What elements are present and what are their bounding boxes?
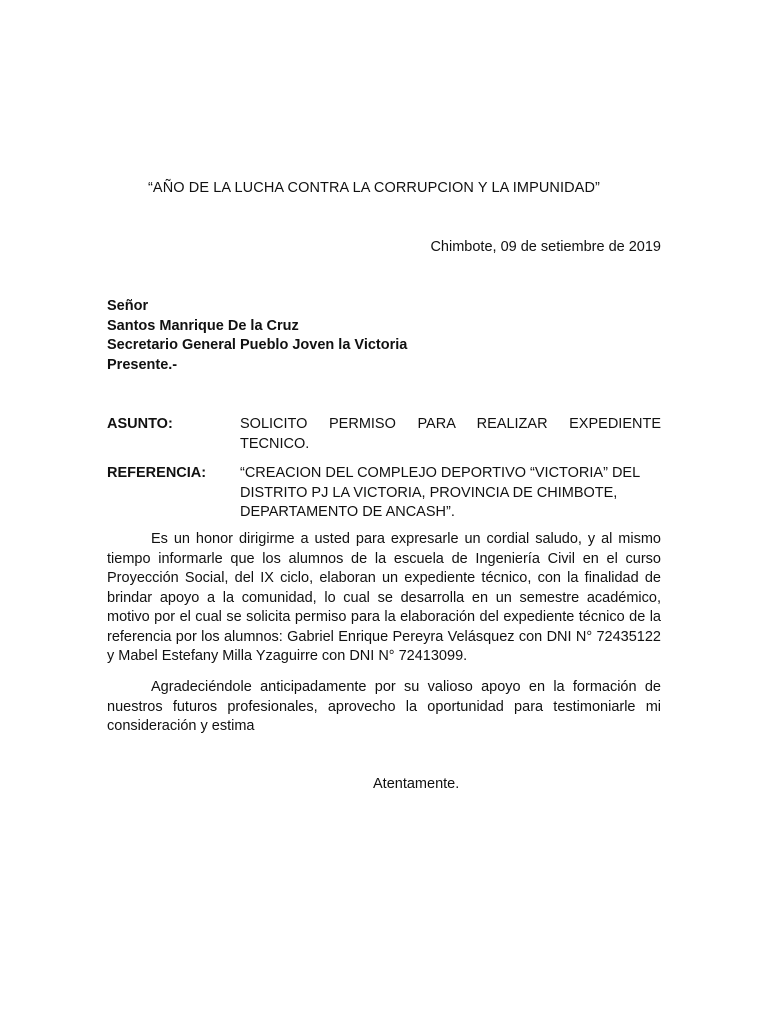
subject-value bbox=[240, 415, 661, 454]
body-paragraph-2 bbox=[107, 678, 661, 737]
reference-label: REFERENCIA: bbox=[107, 465, 207, 481]
reference-value bbox=[240, 464, 661, 523]
subject-row bbox=[107, 415, 661, 454]
recipient-position: Secretario General Pueblo Joven la Victoria bbox=[107, 337, 408, 353]
subject-line-2: TECNICO. bbox=[240, 435, 310, 452]
body-paragraph-1-text: Es un honor dirigirme a usted para expresarle un cordial saludo, y al mismo tiempo informarle que los alumnos de la escuela de Ingeniería Civil en el curso Proyección Social, del IX ciclo, elaboran un expediente técnico, con la finalidad de brindar apoyo a la comunidad, lo cual se desarrolla en un semestre académico, motivo por el cual se solicita permiso para la elaboración del expediente técnico de la referencia por los alumnos: Gabriel Enrique Pereyra Velásquez con DNI N° 72435122 y Mabel Estefany Milla Yzaguirre con DNI N° 72413099. bbox=[107, 531, 661, 664]
subject-line-1: SOLICITO PERMISO PARA REALIZAR EXPEDIENTE bbox=[240, 416, 661, 432]
year-motto: “AÑO DE LA LUCHA CONTRA LA CORRUPCION Y LA IMPUNIDAD” bbox=[148, 180, 600, 196]
reference-line-2: DISTRITO PJ LA VICTORIA, PROVINCIA DE CHIMBOTE, bbox=[240, 484, 618, 501]
reference-line-3: DEPARTAMENTO DE ANCASH”. bbox=[240, 504, 455, 520]
closing-text: Atentamente. bbox=[373, 776, 460, 792]
recipient-name: Santos Manrique De la Cruz bbox=[107, 317, 299, 334]
recipient-salutation: Señor bbox=[107, 298, 149, 314]
recipient-presente: Presente.- bbox=[107, 356, 178, 373]
reference-row bbox=[107, 464, 661, 523]
body-paragraph-2-text: Agradeciéndole anticipadamente por su valioso apoyo en la formación de nuestros futuros profesionales, aprovecho la oportunidad para testimoniarle mi consideración y estima bbox=[107, 679, 661, 734]
place-date: Chimbote, 09 de setiembre de 2019 bbox=[430, 239, 661, 255]
recipient-block bbox=[107, 297, 407, 375]
reference-line-1: “CREACION DEL COMPLEJO DEPORTIVO “VICTORIA” DEL bbox=[240, 465, 641, 481]
body-paragraph-1 bbox=[107, 530, 661, 667]
subject-label: ASUNTO: bbox=[107, 416, 173, 432]
